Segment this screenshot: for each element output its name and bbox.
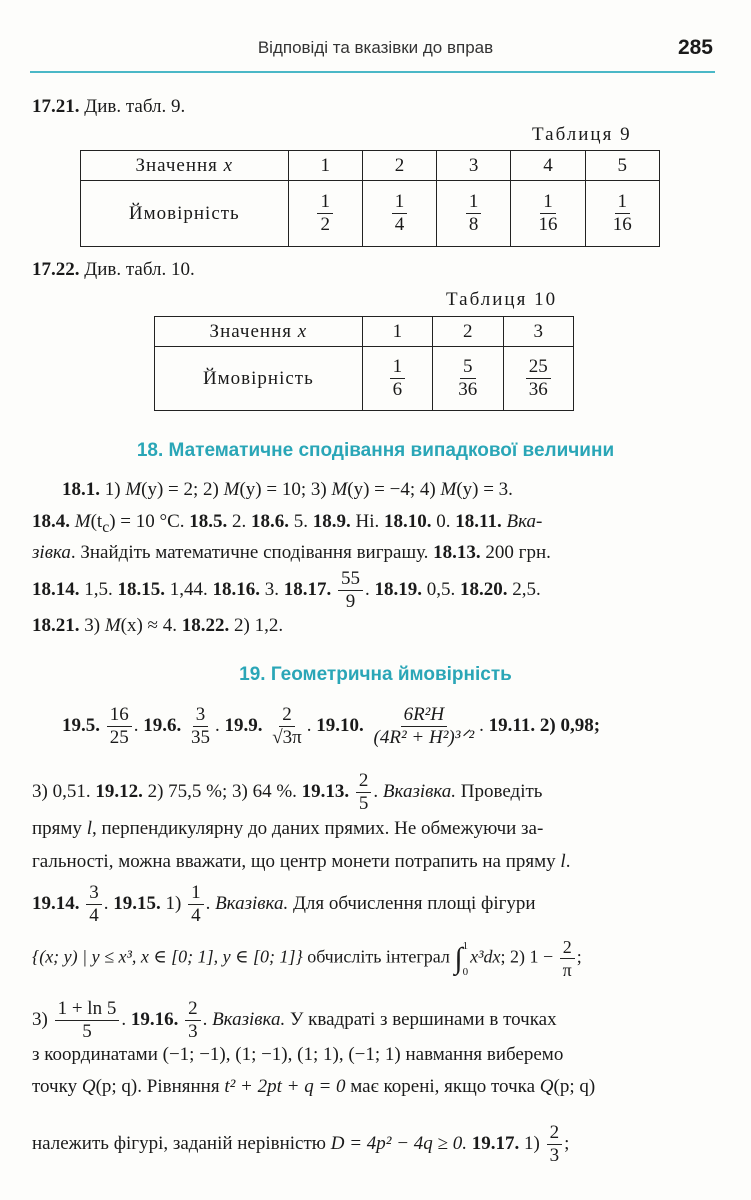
numerator: 6R²H: [401, 704, 448, 727]
fraction: [86, 882, 102, 927]
answer-line: [32, 936, 582, 981]
numerator: 2: [185, 998, 201, 1021]
math: M: [74, 511, 91, 532]
math: l: [86, 818, 92, 839]
denominator: √3π: [272, 727, 302, 748]
exercise-number: 18.5.: [189, 511, 228, 532]
text: 3): [79, 615, 105, 636]
math-subscript: c: [102, 518, 110, 536]
variable-x: x: [297, 320, 308, 342]
math: x³dx: [470, 946, 501, 967]
table-10-value: 1: [362, 317, 432, 347]
exercise-number: 18.6.: [251, 511, 290, 532]
exercise-number: 17.22.: [32, 259, 80, 280]
table-10-prob: [362, 347, 432, 411]
row-label: Значення: [209, 320, 292, 342]
table-9-header-value: [81, 151, 289, 181]
text: 0,5.: [422, 578, 460, 600]
fraction: [371, 704, 478, 749]
answer-line: 3) $\frac{1 + \ln 5}{5}$ . 19.16. $\frac{2}{3}$ . Вказівка. У квадраті з вершинами в точках: [32, 998, 557, 1042]
math: M: [440, 479, 457, 500]
text: 2,5.: [507, 578, 541, 600]
text: (y) = 2; 2): [141, 479, 224, 500]
denominator: 8: [468, 214, 479, 235]
exercise-number: 18.15.: [117, 578, 165, 600]
answer-17-22: [32, 258, 195, 282]
table-9-value: 1: [288, 151, 362, 181]
table-9-value: 2: [362, 151, 436, 181]
text: точку: [32, 1076, 82, 1097]
table-9-prob: [362, 181, 436, 247]
answer-line: [32, 817, 543, 841]
upper-limit: 1: [462, 939, 469, 952]
denominator: 36: [528, 379, 548, 400]
fraction: [55, 998, 120, 1043]
denominator: 36: [458, 379, 478, 400]
math-equation: t² + 2pt + q = 0: [224, 1076, 346, 1097]
table-10-value: 3: [503, 317, 574, 347]
integral-sign: ∫: [454, 941, 463, 975]
exercise-number: 17.21.: [32, 96, 80, 117]
fraction: [185, 998, 201, 1043]
math: M: [331, 479, 348, 500]
numerator: 3: [86, 882, 102, 905]
text: 3): [32, 1008, 53, 1030]
hint-word: Вка-: [506, 511, 543, 532]
exercise-number: 19.10.: [316, 714, 364, 736]
denominator: π: [562, 960, 572, 980]
numerator: 1: [317, 191, 333, 214]
text: 1): [519, 1132, 545, 1154]
table-10-prob: [433, 347, 503, 411]
hint-word: Вказівка.: [215, 892, 289, 914]
table-9-value: 3: [437, 151, 511, 181]
answer-line: [32, 1122, 569, 1167]
text: обчисліть інтеграл: [302, 946, 455, 967]
denominator: 6: [392, 379, 403, 400]
numerator: 5: [460, 356, 476, 379]
page-number: 285: [677, 36, 713, 59]
exercise-number: 18.21.: [32, 615, 80, 636]
table-9-prob: [437, 181, 511, 247]
integral-limits: [463, 940, 469, 978]
hint-word: зівка: [32, 542, 71, 563]
numerator: 3: [193, 704, 209, 727]
text: (y) = 10; 3): [239, 479, 332, 500]
table-9-prob: [585, 181, 659, 247]
text: 2) 1,2.: [229, 615, 284, 636]
math-inequality: D = 4p² − 4q ≥ 0.: [330, 1132, 467, 1154]
answer-text: Див. табл. 10.: [84, 259, 195, 280]
variable-x: x: [223, 154, 234, 176]
math: Q: [539, 1076, 554, 1097]
answer-line: 19.14. $\frac{3}{4}$ . 19.15. 1) $\frac{1}{4}$ . Вказівка. Для обчислення площі фігури: [32, 882, 536, 926]
text: Ні.: [350, 511, 385, 532]
answer-line: [32, 568, 541, 613]
answer-17-21: [32, 95, 185, 119]
text: 1,5.: [79, 578, 118, 600]
text: ) = 10 °С.: [109, 511, 190, 532]
text: (x) ≈ 4.: [120, 615, 182, 636]
answer-line: [32, 1075, 595, 1099]
exercise-number: 18.14.: [32, 578, 80, 600]
numerator: 2: [356, 770, 372, 793]
exercise-number: 19.11.: [488, 714, 536, 736]
table-9-value: 5: [585, 151, 659, 181]
exercise-number: 18.19.: [374, 578, 422, 600]
table-10-value: 2: [433, 317, 503, 347]
exercise-number: 19.13.: [301, 780, 350, 802]
fraction: [547, 1122, 563, 1167]
denominator: (4R² + H²)³ᐟ²: [373, 727, 475, 748]
section-18-title: 18. Математичне сподівання випадкової величини: [136, 440, 615, 461]
running-header: Відповіді та вказівки до вправ: [257, 38, 494, 57]
denominator: 9: [345, 591, 356, 612]
denominator: 25: [109, 727, 129, 748]
table-10-header-probability: Ймовірність: [155, 347, 363, 411]
table-10: [154, 316, 574, 411]
math: (t: [90, 511, 103, 532]
numerator: 55: [338, 568, 363, 591]
table-9-prob: [288, 181, 362, 247]
exercise-number: 18.20.: [460, 578, 508, 600]
numerator: 1: [188, 882, 204, 905]
text: 1,44.: [165, 578, 213, 600]
fraction: [338, 568, 363, 613]
text: ;: [576, 946, 582, 967]
text: 1): [160, 892, 187, 914]
exercise-number: 19.14.: [32, 892, 80, 914]
denominator: 5: [358, 793, 369, 814]
denominator: 35: [191, 727, 210, 748]
text: належить фігурі, заданій нерівністю: [32, 1132, 331, 1154]
text: (p; q): [553, 1076, 596, 1097]
table-9-value: 4: [511, 151, 585, 181]
exercise-number: 19.9.: [224, 714, 263, 736]
exercise-number: 19.12.: [95, 780, 143, 802]
text: (p; q). Рівняння: [95, 1076, 225, 1097]
exercise-number: 18.10.: [384, 511, 432, 532]
denominator: 4: [89, 905, 99, 926]
text: 2) 0,98;: [535, 714, 601, 736]
exercise-number: 19.6.: [143, 714, 182, 736]
exercise-number: 18.1.: [62, 479, 100, 500]
text: Проведіть: [456, 780, 543, 802]
answer-line: з координатами (−1; −1), (1; −1), (1; 1), (−1; 1) навмання виберемо: [32, 1044, 564, 1065]
text: гальності, можна вважати, що центр монети потрапить на пряму: [32, 851, 561, 872]
answer-line: 19.5. $\frac{16}{25}$ . 19.6. $\frac{3}{35}$ . 19.9. $\frac{2}{√3\pi}$ . 19.10. $\frac{\text{6R²H}}{\text{(4R² + H²)³ᐟ²}}$ . 19.11. 2) 0,98;: [62, 704, 601, 748]
answer-text: Див. табл. 9.: [84, 96, 186, 117]
numerator: 1: [540, 191, 556, 214]
table-10-prob: [503, 347, 574, 411]
text: ; 2) 1 −: [500, 946, 558, 967]
text: 3) 0,51.: [32, 780, 96, 802]
numerator: 1: [392, 191, 408, 214]
text: пряму: [32, 818, 87, 839]
denominator: 5: [82, 1021, 92, 1042]
text: має корені, якщо точка: [345, 1076, 540, 1097]
text: 1): [100, 479, 126, 500]
exercise-number: 18.13.: [433, 542, 481, 563]
text: Для обчислення площі фігури: [288, 892, 536, 914]
answer-line: [32, 510, 542, 540]
table-9-prob: [511, 181, 585, 247]
answer-line: [32, 850, 570, 874]
numerator: 16: [107, 704, 132, 727]
numerator: 1: [615, 191, 631, 214]
text: 5.: [289, 511, 313, 532]
denominator: 2: [320, 214, 330, 235]
denominator: 16: [612, 214, 632, 235]
fraction: [188, 704, 213, 749]
row-label: Значення: [135, 154, 218, 176]
math: l: [560, 851, 566, 872]
text: У квадраті з вершинами в точках: [285, 1008, 557, 1030]
text: .: [565, 851, 571, 872]
math: Q: [81, 1076, 96, 1097]
text: ;: [564, 1132, 570, 1154]
denominator: 3: [549, 1145, 560, 1166]
numerator: 1: [390, 356, 406, 379]
text: 2.: [227, 511, 252, 532]
fraction: [269, 704, 305, 749]
exercise-number: 19.17.: [471, 1132, 520, 1154]
exercise-number: 18.17.: [283, 578, 332, 600]
numerator: 1: [466, 191, 482, 214]
math: M: [125, 479, 142, 500]
text: .: [365, 578, 375, 600]
text: (y) = −4; 4): [347, 479, 441, 500]
answer-line: [32, 614, 283, 638]
exercise-number: 18.16.: [212, 578, 260, 600]
fraction: [560, 936, 575, 981]
exercise-number: 19.15.: [113, 892, 161, 914]
fraction: [356, 770, 372, 815]
text: (y) = 3.: [456, 479, 513, 500]
math-set: {(x; y) | y ≤ x³, x ∈ [0; 1], y ∈ [0; 1]}: [32, 946, 303, 967]
denominator: 3: [188, 1021, 198, 1042]
exercise-number: 19.5.: [62, 714, 100, 736]
table-9: [80, 150, 660, 247]
numerator: 2: [547, 1122, 563, 1145]
denominator: 4: [394, 214, 405, 235]
fraction: [107, 704, 132, 749]
table-10-header-value: [155, 317, 363, 347]
table-10-caption: Таблиця 10: [446, 289, 558, 310]
answer-line: 3) 0,51. 19.12. 2) 75,5 %; 3) 64 %. 19.13. $\frac{2}{5}$ . Вказівка. Проведіть: [32, 770, 543, 814]
header-rule: [30, 71, 715, 73]
answer-line: [32, 541, 551, 565]
text: . Знайдіть математичне сподівання виграшу.: [70, 542, 434, 563]
exercise-number: 19.16.: [130, 1008, 179, 1030]
denominator: 16: [538, 214, 558, 235]
text: , перпендикулярну до даних прямих. Не обмежуючи за-: [91, 818, 544, 839]
text: 200 грн.: [480, 542, 551, 563]
numerator: 25: [526, 356, 551, 379]
answer-line: [62, 478, 513, 502]
text: 2) 75,5 %; 3) 64 %.: [142, 780, 302, 802]
denominator: 4: [191, 905, 201, 926]
fraction: [188, 882, 204, 927]
exercise-number: 18.22.: [181, 615, 230, 636]
section-19-title: 19. Геометрична ймовірність: [239, 664, 512, 685]
math: M: [223, 479, 240, 500]
table-9-caption: Таблиця 9: [532, 124, 632, 145]
exercise-number: 18.11.: [455, 511, 502, 532]
text: 0.: [431, 511, 456, 532]
text: 3.: [260, 578, 284, 600]
math: M: [104, 615, 121, 636]
hint-word: Вказівка.: [382, 780, 457, 802]
hint-word: Вказівка.: [212, 1008, 286, 1030]
numerator: 1 + ln 5: [55, 998, 120, 1021]
numerator: 2: [279, 704, 295, 727]
exercise-number: 18.9.: [312, 511, 351, 532]
numerator: 2: [560, 936, 575, 959]
table-9-header-probability: Ймовірність: [81, 181, 289, 247]
lower-limit: 0: [462, 965, 469, 978]
exercise-number: 18.4.: [32, 511, 70, 532]
